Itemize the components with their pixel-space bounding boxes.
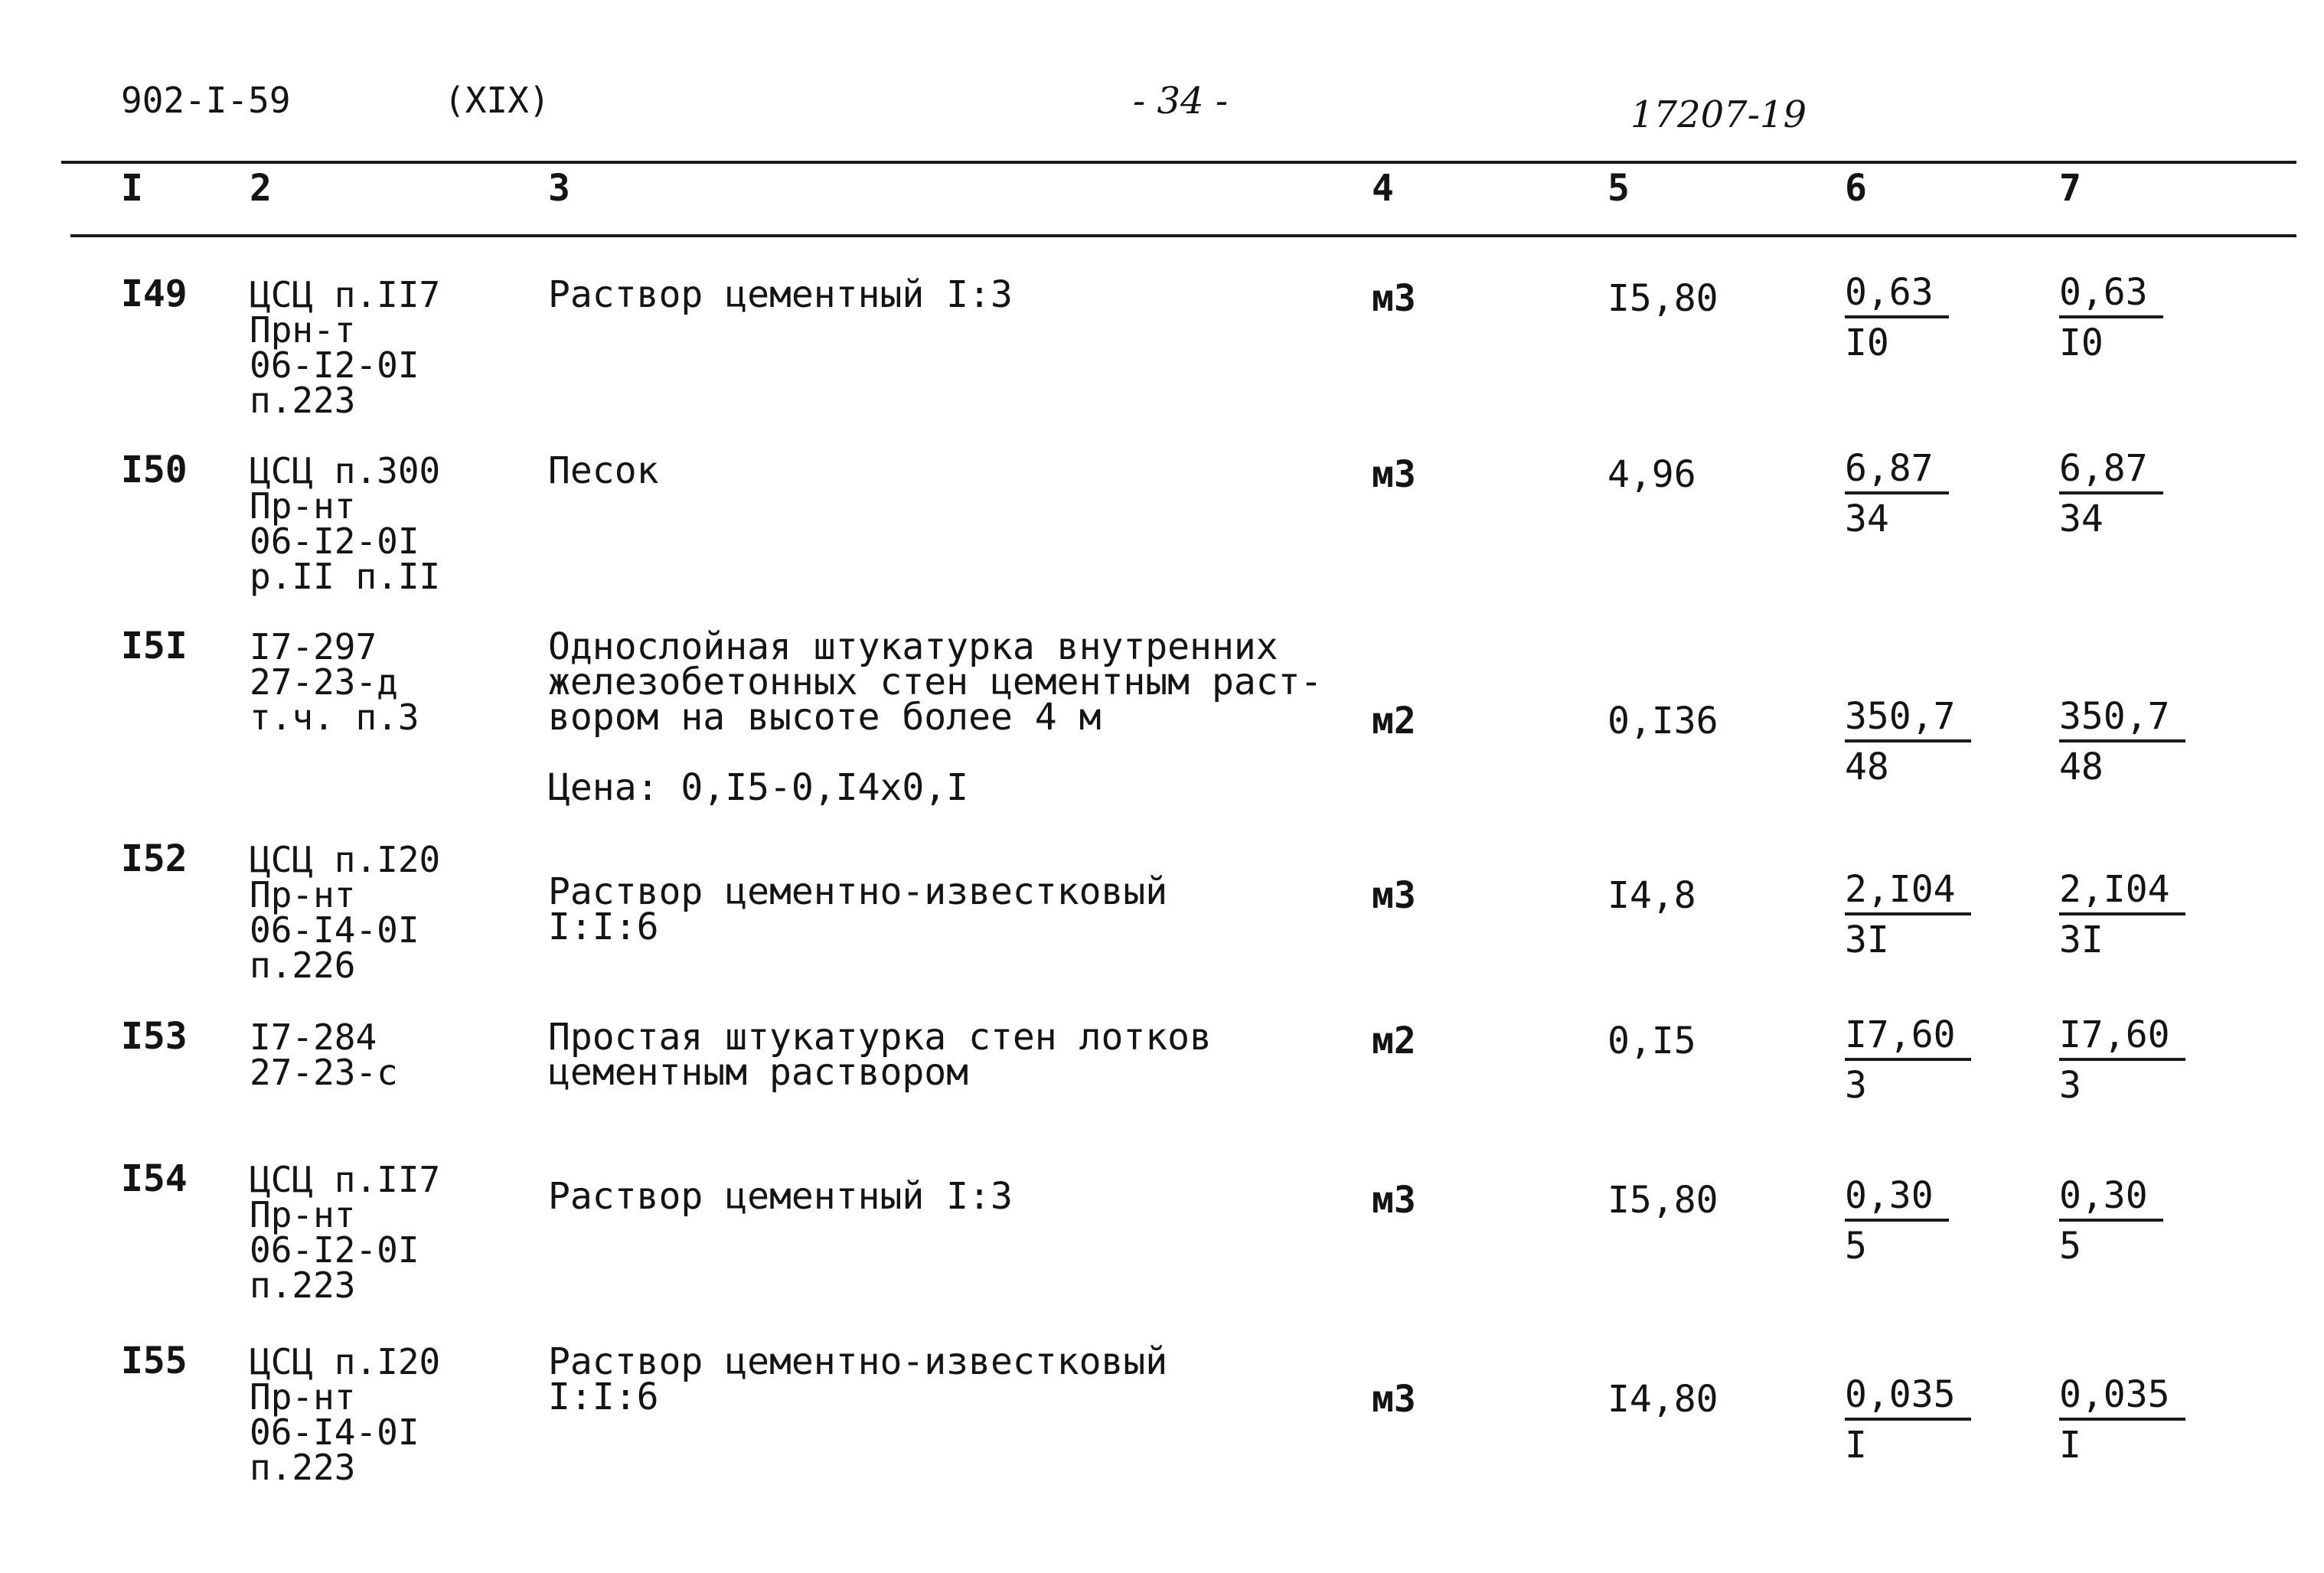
row-code: ЦСЦ п.II7 Прн-т 06-I2-0I п.223 [250, 274, 441, 421]
row-col7: $\frac{2,I04}{3I}$ [2059, 865, 2185, 964]
row-description: Однослойная штукатурка внутренних железобетонных стен цементным раст- вором на высоте более 4 м [548, 625, 1323, 739]
row-number: I49 [121, 273, 188, 315]
row-col7: $\frac{I7,60}{3}$ [2059, 1010, 2185, 1110]
row-code: ЦСЦ п.I20 Пр-нт 06-I4-0I п.223 [250, 1341, 441, 1488]
row-quantity: I5,80 [1608, 277, 1719, 320]
row-number: I54 [121, 1157, 188, 1200]
row-quantity: I4,80 [1608, 1378, 1719, 1421]
row-description: Раствор цементно-известковый I:I:6 [548, 870, 1168, 948]
row-col7: $\frac{6,87}{34}$ [2059, 444, 2163, 543]
row-description: Песок [548, 449, 659, 492]
row-col6: $\frac{0,035}{I}$ [1845, 1370, 1971, 1470]
row-col6: $\frac{0,30}{5}$ [1845, 1171, 1949, 1271]
row-number: I52 [121, 837, 188, 880]
row-col6: $\frac{2,I04}{3I}$ [1845, 865, 1971, 964]
row-col7: $\frac{0,63}{I0}$ [2059, 268, 2163, 367]
row-code: I7-297 27-23-д т.ч. п.3 [250, 626, 419, 738]
row-col6: $\frac{I7,60}{3}$ [1845, 1010, 1971, 1110]
row-code: ЦСЦ п.300 Пр-нт 06-I2-0I р.II п.II [250, 450, 441, 597]
table-header-rule [70, 234, 2296, 237]
row-code: I7-284 27-23-с [250, 1017, 398, 1093]
row-number: I50 [121, 449, 188, 491]
inventory-number: 17207-19 [1630, 93, 1807, 136]
row-unit: м3 [1372, 1378, 1416, 1421]
column-header-3: 3 [548, 167, 570, 210]
row-unit: м3 [1372, 1179, 1416, 1222]
section-label: (XIX) [444, 80, 550, 121]
row-code: ЦСЦ п.II7 Пр-нт 06-I2-0I п.223 [250, 1159, 441, 1306]
row-quantity: I5,80 [1608, 1179, 1719, 1222]
row-number: I53 [121, 1015, 188, 1058]
row-unit: м2 [1372, 1020, 1416, 1062]
row-number: I5I [121, 625, 188, 667]
row-description: Раствор цементный I:3 [548, 273, 1013, 316]
column-header-6: 6 [1845, 167, 1867, 210]
row-unit: м3 [1372, 453, 1416, 496]
document-code: 902-I-59 [121, 80, 291, 121]
row-col6: $\frac{350,7}{48}$ [1845, 692, 1971, 791]
row-col6: $\frac{0,63}{I0}$ [1845, 268, 1949, 367]
row-unit: м2 [1372, 700, 1416, 742]
row-description: Простая штукатурка стен лотков цементным раствором [548, 1016, 1212, 1094]
row-price-formula: Цена: 0,I5-0,I4x0,I [548, 766, 969, 809]
row-number: I55 [121, 1340, 188, 1382]
column-header-2: 2 [250, 167, 272, 210]
row-col7: $\frac{350,7}{48}$ [2059, 692, 2185, 791]
row-quantity: I4,8 [1608, 874, 1696, 917]
row-description: Раствор цементно-известковый I:I:6 [548, 1340, 1168, 1418]
column-header-1: I [121, 167, 143, 210]
column-header-5: 5 [1608, 167, 1630, 210]
column-header-7: 7 [2059, 167, 2081, 210]
row-quantity: 0,I5 [1608, 1020, 1696, 1062]
row-col7: $\frac{0,30}{5}$ [2059, 1171, 2163, 1271]
row-unit: м3 [1372, 874, 1416, 917]
page-number: - 34 - [1133, 80, 1229, 122]
column-header-4: 4 [1372, 167, 1394, 210]
row-description: Раствор цементный I:3 [548, 1175, 1013, 1218]
row-quantity: 0,I36 [1608, 700, 1719, 742]
table-top-rule [61, 161, 2296, 164]
row-col7: $\frac{0,035}{I}$ [2059, 1370, 2185, 1470]
row-quantity: 4,96 [1608, 453, 1696, 496]
row-code: ЦСЦ п.I20 Пр-нт 06-I4-0I п.226 [250, 839, 441, 986]
row-col6: $\frac{6,87}{34}$ [1845, 444, 1949, 543]
row-unit: м3 [1372, 277, 1416, 320]
